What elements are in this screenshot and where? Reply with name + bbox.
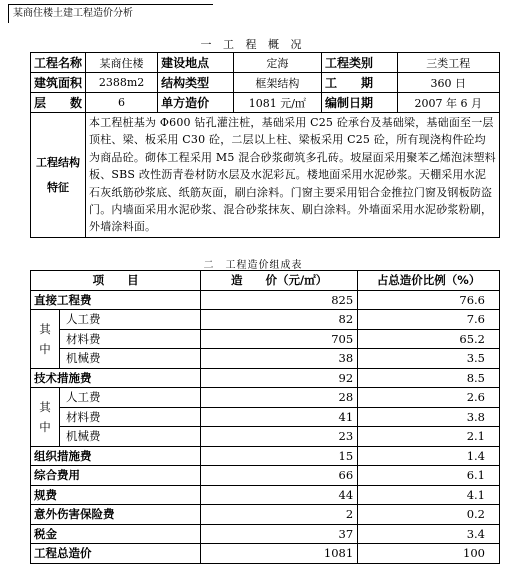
row-name: 工程总造价	[31, 544, 201, 564]
row-name: 意外伤害保险费	[31, 505, 201, 525]
label-duration: 工 期	[321, 73, 397, 93]
features-label: 工程结构特征	[31, 113, 86, 238]
value-project-name: 某商住楼	[86, 53, 158, 73]
value-unit-cost: 1081 元/㎡	[233, 93, 321, 113]
row-ratio: 3.5	[358, 349, 500, 369]
table-row	[31, 505, 500, 525]
overview-row	[31, 73, 500, 93]
row-name: 直接工程费	[31, 290, 201, 310]
table-row	[31, 368, 500, 388]
row-ratio: 3.4	[358, 524, 500, 544]
row-ratio: 3.8	[358, 407, 500, 427]
row-ratio: 6.1	[358, 466, 500, 486]
row-ratio: 7.6	[358, 310, 500, 330]
row-value: 37	[201, 524, 358, 544]
value-floors: 6	[86, 93, 158, 113]
header-ratio: 占总造价比例（%）	[358, 271, 500, 291]
row-value: 41	[201, 407, 358, 427]
table-row	[31, 446, 500, 466]
row-value: 2	[201, 505, 358, 525]
row-value: 92	[201, 368, 358, 388]
row-name: 组织措施费	[31, 446, 201, 466]
row-name: 人工费	[60, 388, 201, 408]
row-ratio: 65.2	[358, 329, 500, 349]
table-row	[31, 329, 500, 349]
value-structure: 框架结构	[233, 73, 321, 93]
table-row	[31, 466, 500, 486]
row-ratio: 2.1	[358, 427, 500, 447]
section-overview-title: 一 工 程 概 况	[0, 36, 506, 53]
features-text: 本工程桩基为 Φ600 钻孔灌注桩，基础采用 C25 砼承台及基础梁，基础面至一层顶柱、梁、板采用 C30 砼，二层以上柱、梁板采用 C25 砼，所有现浇构件砼均为商品砼。砌体工程采用 M5 混合砂浆砌筑多孔砖。坡屋面采用聚苯乙烯泡沫塑料板、SBS 改性沥青卷材防水层及水泥彩瓦。楼地面采用水泥砂浆。天棚采用水泥石灰纸筋砂浆底、纸筋灰面，刷白涂料。门窗主要采用铝合金推拉门窗及钢板防盗门。内墙面采用水泥砂浆、混合砂浆抹灰、刷白涂料。外墙面采用水泥砂浆粉刷，外墙涂料面。	[86, 113, 500, 238]
features-row	[31, 113, 500, 238]
row-ratio: 2.6	[358, 388, 500, 408]
header-cost: 造 价（元/㎡）	[201, 271, 358, 291]
overview-row	[31, 53, 500, 73]
row-name: 机械费	[60, 427, 201, 447]
label-structure: 结构类型	[158, 73, 234, 93]
qizhong-label: 其中	[31, 310, 60, 369]
label-date: 编制日期	[321, 93, 397, 113]
cost-header-row	[31, 271, 500, 291]
row-value: 28	[201, 388, 358, 408]
row-value: 705	[201, 329, 358, 349]
overview-table	[30, 52, 500, 238]
header-item: 项 目	[31, 271, 201, 291]
row-value: 44	[201, 485, 358, 505]
table-row	[31, 388, 500, 408]
row-name: 机械费	[60, 349, 201, 369]
value-area: 2388m2	[86, 73, 158, 93]
row-value: 15	[201, 446, 358, 466]
row-value: 1081	[201, 544, 358, 564]
row-name: 人工费	[60, 310, 201, 330]
row-value: 38	[201, 349, 358, 369]
row-value: 825	[201, 290, 358, 310]
row-ratio: 76.6	[358, 290, 500, 310]
document-title: 某商住楼土建工程造价分析	[8, 4, 213, 23]
row-name: 技术措施费	[31, 368, 201, 388]
label-area: 建筑面积	[31, 73, 86, 93]
row-ratio: 0.2	[358, 505, 500, 525]
row-value: 66	[201, 466, 358, 486]
table-row	[31, 407, 500, 427]
cost-table	[30, 270, 500, 564]
row-ratio: 100	[358, 544, 500, 564]
row-name: 综合费用	[31, 466, 201, 486]
row-ratio: 1.4	[358, 446, 500, 466]
row-name: 税金	[31, 524, 201, 544]
row-value: 23	[201, 427, 358, 447]
table-row	[31, 544, 500, 564]
table-row	[31, 349, 500, 369]
row-name: 材料费	[60, 329, 201, 349]
label-location: 建设地点	[158, 53, 234, 73]
label-category: 工程类别	[321, 53, 397, 73]
label-unit-cost: 单方造价	[158, 93, 234, 113]
qizhong-label: 其中	[31, 388, 60, 447]
label-floors: 层 数	[31, 93, 86, 113]
section-cost-title: 二 工程造价组成表	[203, 260, 303, 271]
table-row	[31, 427, 500, 447]
row-name: 规费	[31, 485, 201, 505]
value-date: 2007 年 6 月	[397, 93, 499, 113]
row-value: 82	[201, 310, 358, 330]
value-location: 定海	[233, 53, 321, 73]
table-row	[31, 310, 500, 330]
overview-row	[31, 93, 500, 113]
row-ratio: 4.1	[358, 485, 500, 505]
table-row	[31, 524, 500, 544]
row-ratio: 8.5	[358, 368, 500, 388]
table-row	[31, 485, 500, 505]
value-duration: 360 日	[397, 73, 499, 93]
value-category: 三类工程	[397, 53, 499, 73]
label-project-name: 工程名称	[31, 53, 86, 73]
row-name: 材料费	[60, 407, 201, 427]
table-row	[31, 290, 500, 310]
